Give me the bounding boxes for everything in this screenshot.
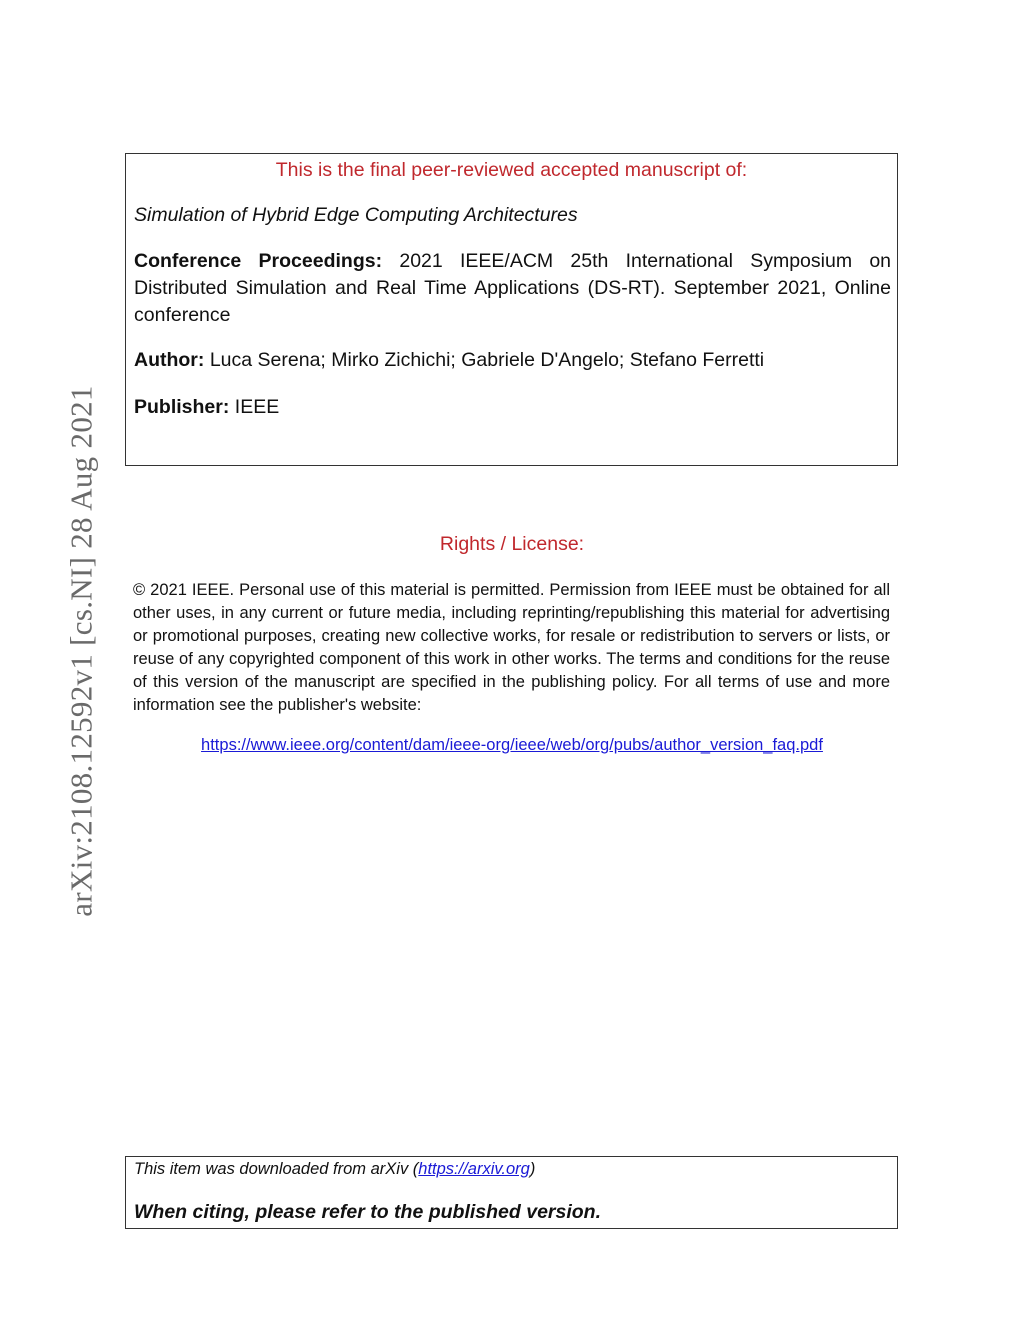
download-suffix: ) xyxy=(529,1160,536,1178)
publisher-policy-link-row xyxy=(0,736,1024,755)
conference-label: Conference Proceedings: xyxy=(134,250,383,272)
manuscript-info-box xyxy=(125,153,898,466)
arxiv-link[interactable]: https://arxiv.org xyxy=(418,1160,530,1178)
author-value: Luca Serena; Mirko Zichichi; Gabriele D'Angelo; Stefano Ferretti xyxy=(209,349,765,371)
citation-note: When citing, please refer to the published version. xyxy=(134,1201,602,1223)
publisher-policy-link[interactable]: https://www.ieee.org/content/dam/ieee-org/ieee/web/org/pubs/author_version_faq.pdf xyxy=(201,736,823,754)
download-prefix: This item was downloaded from arXiv ( xyxy=(134,1160,419,1178)
download-notice-box xyxy=(125,1156,898,1229)
manuscript-notice: This is the final peer-reviewed accepted manuscript of: xyxy=(275,159,748,181)
author-label: Author: xyxy=(134,349,205,371)
publisher-value: IEEE xyxy=(234,396,280,418)
conference-proceedings xyxy=(134,248,891,329)
download-notice xyxy=(134,1160,535,1179)
rights-body: © 2021 IEEE. Personal use of this material is permitted. Permission from IEEE must be obtained for all other uses, in any current or future media, including reprinting/republishing this material for advertising or promotional purposes, creating new collective works, for resale or redistribution to servers or lists, or reuse of any copyrighted component of this work in other works. The terms and conditions for the reuse of this version of the manuscript are specified in the publishing policy. For all terms of use and more information see the publisher's website: xyxy=(133,581,890,714)
arxiv-stamp-text: arXiv:2108.12592v1 [cs.NI] 28 Aug 2021 xyxy=(64,385,100,917)
paper-title: Simulation of Hybrid Edge Computing Architectures xyxy=(134,204,578,226)
rights-heading: Rights / License: xyxy=(439,533,585,555)
publisher-line xyxy=(134,394,891,421)
author-line xyxy=(134,347,891,374)
conference-value: 2021 IEEE/ACM 25th International Symposium on Distributed Simulation and Real Time Applications (DS-RT). September 2021, Online conference xyxy=(134,250,892,326)
arxiv-stamp xyxy=(57,356,107,946)
publisher-label: Publisher: xyxy=(134,396,230,418)
